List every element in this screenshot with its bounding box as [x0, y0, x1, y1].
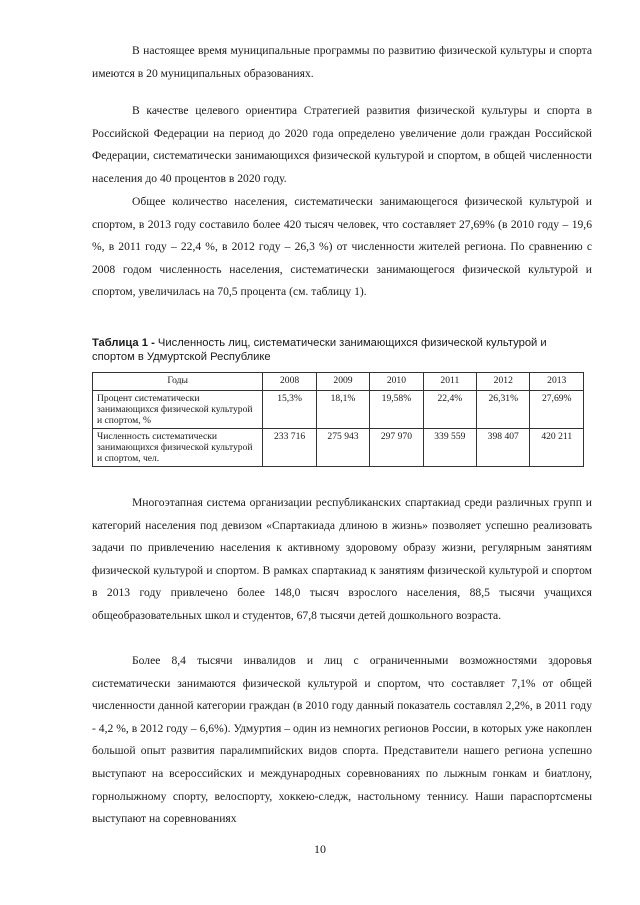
table-row	[93, 429, 584, 467]
table-cell: 275 943	[316, 429, 369, 467]
table-header-year: 2009	[316, 373, 369, 391]
paragraph-population-stats: Общее количество населения, систематически занимающегося физической культурой и спортом, в 2013 году составило более 420 тысяч человек, что составляет 27,69% (в 2010 году – 19,6 %, в 2011 году – 22,4 %, в 2012 году – 26,3 %) от численности жителей региона. По сравнению с 2008 годом численность населения, систематически занимающегося физической культурой и спортом, увеличилась на 70,5 процента (см. таблицу 1).	[92, 195, 592, 299]
table-cell: 26,31%	[477, 391, 530, 429]
table-header-year: 2010	[370, 373, 423, 391]
table-cell: 339 559	[423, 429, 476, 467]
paragraph-spartakiad: Многоэтапная система организации республиканских спартакиад среди различных групп и категорий населения под девизом «Спартакиада длиною в жизнь» позволяет успешно реализовать задачи по привлечению населения к активному здоровому образу жизни, регулярным занятиям физической культурой и спортом. В рамках спартакиад к занятиям физической культурой и спортом в 2013 году привлечено более 148,0 тысяч взрослого населения, 88,5 тысячи учащихся общеобразовательных школ и студентов, 67,8 тысячи детей дошкольного возраста.	[92, 496, 592, 622]
page-number: 10	[314, 842, 326, 856]
table-row	[93, 391, 584, 429]
table-cell: 297 970	[370, 429, 423, 467]
data-table	[92, 372, 584, 467]
table-cell: 22,4%	[423, 391, 476, 429]
table-caption-label: Таблица 1 -	[92, 337, 155, 349]
table-caption-text: Численность лиц, систематически занимающихся физической культурой и спортом в Удмуртской Республике	[92, 337, 547, 363]
table-cell: 420 211	[530, 429, 584, 467]
table-header-year: 2013	[530, 373, 584, 391]
paragraph-municipal-programs: В настоящее время муниципальные программы по развитию физической культуры и спорта имеются в 20 муниципальных образованиях.	[92, 44, 592, 80]
table-cell: 15,3%	[263, 391, 316, 429]
table-row-label: Численность систематически занимающихся физической культурой и спортом, чел.	[93, 429, 263, 467]
table-header-year: 2008	[263, 373, 316, 391]
table-header-years-label: Годы	[93, 373, 263, 391]
table-caption	[92, 336, 592, 364]
table-row-label: Процент систематически занимающихся физической культурой и спортом, %	[93, 391, 263, 429]
table-header-year: 2012	[477, 373, 530, 391]
table-header-row	[93, 373, 584, 391]
table-cell: 398 407	[477, 429, 530, 467]
table-cell: 19,58%	[370, 391, 423, 429]
table-header-year: 2011	[423, 373, 476, 391]
paragraph-disabled-sports: Более 8,4 тысячи инвалидов и лиц с ограниченными возможностями здоровья систематически занимаются физической культурой и спортом, что составляет 7,1% от общей численности данной категории граждан (в 2010 году данный показатель составлял 2,2%, в 2011 году - 4,2 %, в 2012 году – 6,6%). Удмуртия – один из немногих регионов России, в которых уже накоплен большой опыт развития паралимпийских видов спорта. Представители нашего региона успешно выступают на всероссийских и международных соревнованиях по лыжным гонкам и биатлону, горнолыжному спорту, велоспорту, хоккею-следж, настольному теннису. Наши параспортсмены выступают на соревнованиях	[92, 654, 592, 826]
paragraph-strategy-target: В качестве целевого ориентира Стратегией развития физической культуры и спорта в Российской Федерации на период до 2020 года определено увеличение доли граждан Российской Федерации, систематически занимающихся физической культурой и спортом, в общей численности населения до 40 процентов в 2020 году.	[92, 104, 592, 185]
table-cell: 233 716	[263, 429, 316, 467]
table-cell: 27,69%	[530, 391, 584, 429]
table-cell: 18,1%	[316, 391, 369, 429]
